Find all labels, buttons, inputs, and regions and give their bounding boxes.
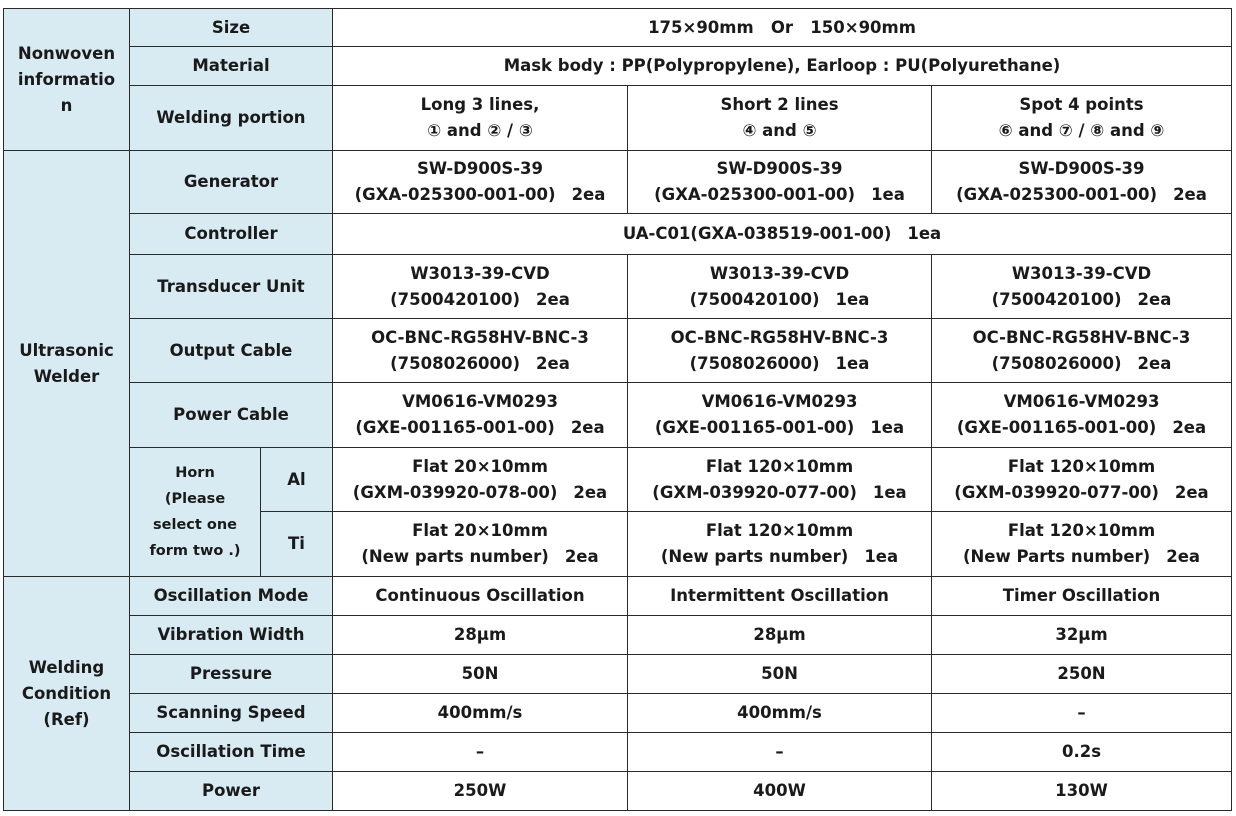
spec-table [3, 8, 1232, 811]
label-transducer: Transducer Unit [130, 255, 333, 319]
output-cable-cell: OC-BNC-RG58HV-BNC-3 (7508026000) 2ea [333, 319, 628, 383]
power-cable-cell: VM0616-VM0293 (GXE-001165-001-00) 1ea [628, 383, 932, 448]
horn-al-cell: Flat 20×10mm (GXM-039920-078-00) 2ea [333, 448, 628, 512]
label-output-cable: Output Cable [130, 319, 333, 383]
welding-portion-cell: Spot 4 points ⑥ and ⑦ / ⑧ and ⑨ [932, 86, 1232, 151]
value-material: Mask body : PP(Polypropylene), Earloop : PU(Polyurethane) [333, 47, 1232, 86]
horn-ti-cell: Flat 120×10mm (New parts number) 1ea [628, 512, 932, 577]
group-nonwoven: Nonwoven informatio n [4, 9, 130, 151]
label-material: Material [130, 47, 333, 86]
vibration-width-cell: 32μm [932, 616, 1232, 655]
label-size: Size [130, 9, 333, 47]
label-welding-portion: Welding portion [130, 86, 333, 151]
oscillation-mode-cell: Continuous Oscillation [333, 577, 628, 616]
group-ultrasonic: Ultrasonic Welder [4, 151, 130, 577]
scanning-speed-cell: 400mm/s [628, 694, 932, 733]
power-cell: 400W [628, 772, 932, 811]
pressure-cell: 250N [932, 655, 1232, 694]
vibration-width-cell: 28μm [333, 616, 628, 655]
controller-cell: UA-C01(GXA-038519-001-00) 1ea [333, 214, 1232, 255]
label-oscillation-mode: Oscillation Mode [130, 577, 333, 616]
power-cable-cell: VM0616-VM0293 (GXE-001165-001-00) 2ea [932, 383, 1232, 448]
oscillation-time-cell: – [628, 733, 932, 772]
label-generator: Generator [130, 151, 333, 214]
label-horn-al: Al [261, 448, 333, 512]
value-size: 175×90mm Or 150×90mm [333, 9, 1232, 47]
horn-ti-cell: Flat 120×10mm (New Parts number) 2ea [932, 512, 1232, 577]
label-scanning-speed: Scanning Speed [130, 694, 333, 733]
label-power: Power [130, 772, 333, 811]
welding-portion-cell: Long 3 lines, ① and ② / ③ [333, 86, 628, 151]
oscillation-time-cell: 0.2s [932, 733, 1232, 772]
label-power-cable: Power Cable [130, 383, 333, 448]
label-pressure: Pressure [130, 655, 333, 694]
pressure-cell: 50N [628, 655, 932, 694]
generator-cell: SW-D900S-39 (GXA-025300-001-00) 2ea [333, 151, 628, 214]
oscillation-time-cell: – [333, 733, 628, 772]
label-vibration-width: Vibration Width [130, 616, 333, 655]
power-cell: 250W [333, 772, 628, 811]
output-cable-cell: OC-BNC-RG58HV-BNC-3 (7508026000) 2ea [932, 319, 1232, 383]
label-horn: Horn (Please select one form two .) [130, 448, 261, 577]
transducer-cell: W3013-39-CVD (7500420100) 2ea [932, 255, 1232, 319]
scanning-speed-cell: – [932, 694, 1232, 733]
vibration-width-cell: 28μm [628, 616, 932, 655]
label-controller: Controller [130, 214, 333, 255]
pressure-cell: 50N [333, 655, 628, 694]
label-oscillation-time: Oscillation Time [130, 733, 333, 772]
generator-cell: SW-D900S-39 (GXA-025300-001-00) 1ea [628, 151, 932, 214]
transducer-cell: W3013-39-CVD (7500420100) 1ea [628, 255, 932, 319]
label-horn-ti: Ti [261, 512, 333, 577]
power-cell: 130W [932, 772, 1232, 811]
generator-cell: SW-D900S-39 (GXA-025300-001-00) 2ea [932, 151, 1232, 214]
horn-al-cell: Flat 120×10mm (GXM-039920-077-00) 2ea [932, 448, 1232, 512]
power-cable-cell: VM0616-VM0293 (GXE-001165-001-00) 2ea [333, 383, 628, 448]
output-cable-cell: OC-BNC-RG58HV-BNC-3 (7508026000) 1ea [628, 319, 932, 383]
oscillation-mode-cell: Intermittent Oscillation [628, 577, 932, 616]
scanning-speed-cell: 400mm/s [333, 694, 628, 733]
transducer-cell: W3013-39-CVD (7500420100) 2ea [333, 255, 628, 319]
oscillation-mode-cell: Timer Oscillation [932, 577, 1232, 616]
welding-portion-cell: Short 2 lines ④ and ⑤ [628, 86, 932, 151]
horn-ti-cell: Flat 20×10mm (New parts number) 2ea [333, 512, 628, 577]
group-welding-condition: Welding Condition (Ref) [4, 577, 130, 811]
horn-al-cell: Flat 120×10mm (GXM-039920-077-00) 1ea [628, 448, 932, 512]
